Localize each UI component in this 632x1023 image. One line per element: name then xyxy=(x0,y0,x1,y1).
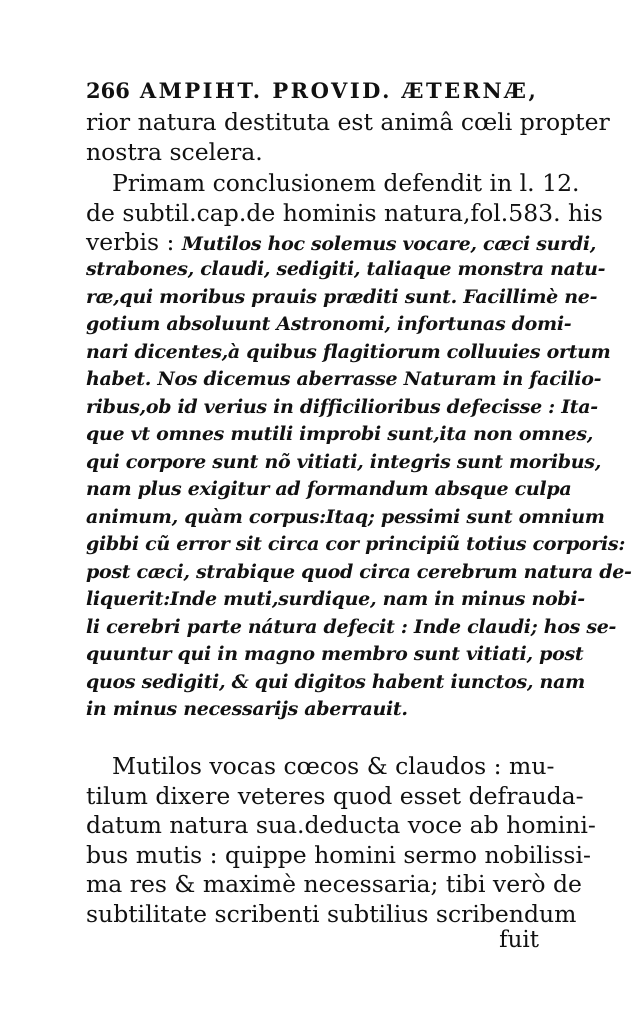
quote-line: ribus,ob id verius in difficilioribus defecisse : Ita- xyxy=(86,395,598,418)
paragraph-mutilos xyxy=(86,752,596,929)
quote-line: ræ,qui moribus prauis præditi sunt. Facillimè ne- xyxy=(86,285,598,308)
quote-fragment: Mutilos hoc solemus vocare, cæci surdi, xyxy=(181,233,597,255)
paragraph-primam xyxy=(86,169,603,259)
quote-line: gibbi cũ error sit circa cor principiũ totius corporis: xyxy=(86,533,626,555)
text-line: rior natura destituta est animâ cœli propter xyxy=(86,108,610,136)
quote-line: que vt omnes mutili improbi sunt,ita non omnes, xyxy=(86,423,594,445)
quote-line: qui corpore sunt nõ vitiati, integris sunt moribus, xyxy=(86,450,602,473)
text-line: Mutilos vocas cœcos & claudos : mu- xyxy=(112,752,555,780)
text-line: bus mutis : quippe homini sermo nobilissi- xyxy=(86,840,591,869)
paragraph-continuation xyxy=(86,108,610,167)
quote-line: post cæci, strabique quod circa cerebrum natura de- xyxy=(86,560,632,583)
quote-line: habet. Nos dicemus aberrasse Naturam in facilio- xyxy=(86,368,602,390)
quote-line: nari dicentes,à quibus flagitiorum colluuies ortum xyxy=(86,340,611,363)
catchword: fuit xyxy=(499,927,539,953)
text-line: subtilitate scribenti subtilius scribendum xyxy=(86,899,577,928)
quote-line: strabones, claudi, sedigiti, taliaque monstra natu- xyxy=(86,258,606,280)
text-line: datum natura sua.deducta voce ab homini- xyxy=(86,811,596,839)
quotation-block xyxy=(86,256,632,724)
quote-line: quos sedigiti, & qui digitos habent iunctos, nam xyxy=(86,670,585,693)
quote-line: quuntur qui in magno membro sunt vitiati, post xyxy=(86,643,584,665)
quote-line: animum, quàm corpus:Itaq; pessimi sunt omnium xyxy=(86,505,605,528)
quote-line: gotium absoluunt Astronomi, infortunas domi- xyxy=(86,313,572,335)
running-title: AMPIHT. PROVID. ÆTERNÆ, xyxy=(139,78,539,103)
text-fragment: verbis : xyxy=(86,228,175,256)
quote-line: in minus necessarijs aberrauit. xyxy=(86,698,408,720)
page-number: 266 xyxy=(86,78,130,103)
text-line: nostra scelera. xyxy=(86,137,263,166)
quote-line: li cerebri parte nátura defecit : Inde claudi; hos se- xyxy=(86,615,617,638)
text-line: ma res & maximè necessaria; tibi verò de xyxy=(86,870,582,898)
quote-line: nam plus exigitur ad formandum absque culpa xyxy=(86,478,572,500)
text-line: Primam conclusionem defendit in l. 12. xyxy=(112,169,580,197)
text-line xyxy=(86,228,597,259)
quote-line: liquerit:Inde muti,surdique, nam in minus nobi- xyxy=(86,588,585,610)
text-line: tilum dixere veteres quod esset defrauda- xyxy=(86,781,584,810)
text-line: de subtil.cap.de hominis natura,fol.583. his xyxy=(86,198,603,227)
page-header xyxy=(86,78,538,103)
